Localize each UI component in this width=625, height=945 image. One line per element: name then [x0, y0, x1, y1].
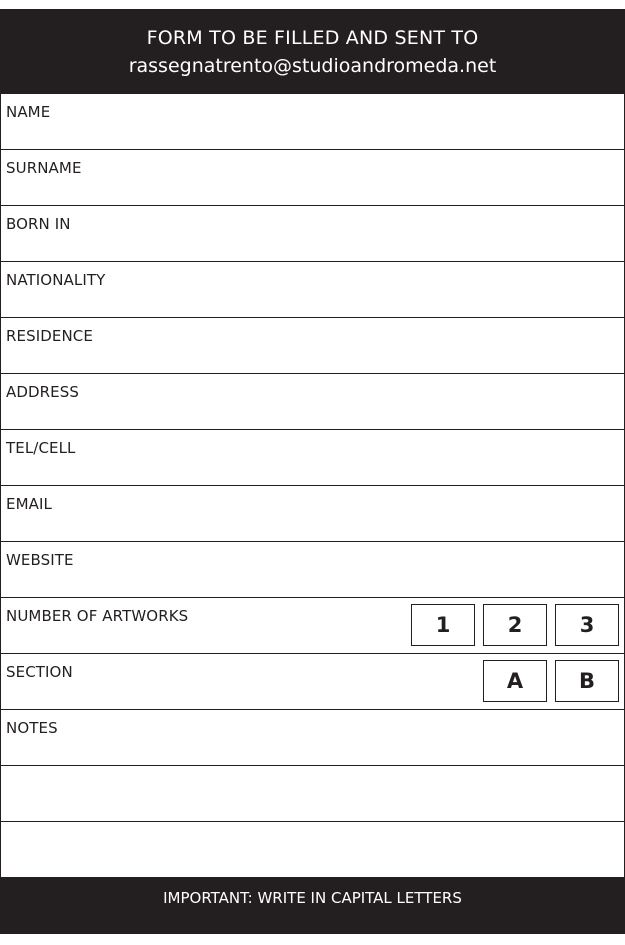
application-form: [0, 9, 625, 934]
tel-cell-row: [1, 430, 624, 486]
form-rows: [0, 94, 625, 878]
footer-notice: IMPORTANT: WRITE IN CAPITAL LETTERS: [0, 878, 625, 934]
notes-field-line-2[interactable]: [6, 780, 619, 804]
section-label: SECTION: [6, 663, 73, 681]
nationality-field[interactable]: [6, 290, 619, 314]
notes-label: NOTES: [6, 719, 58, 737]
section-option-b[interactable]: B: [555, 660, 619, 702]
email-field[interactable]: [6, 514, 619, 538]
artworks-label: NUMBER OF ARTWORKS: [6, 607, 189, 625]
website-field[interactable]: [6, 570, 619, 594]
artworks-option-1[interactable]: 1: [411, 604, 475, 646]
tel-cell-field[interactable]: [6, 458, 619, 482]
section-options: [483, 660, 619, 702]
notes-field-line-3[interactable]: [6, 836, 619, 860]
notes-row: [1, 710, 624, 766]
residence-field[interactable]: [6, 346, 619, 370]
address-label: ADDRESS: [6, 383, 80, 401]
header-instruction: FORM TO BE FILLED AND SENT TO: [146, 26, 479, 49]
nationality-row: [1, 262, 624, 318]
nationality-label: NATIONALITY: [6, 271, 106, 289]
name-row: [1, 94, 624, 150]
email-row: [1, 486, 624, 542]
born-in-label: BORN IN: [6, 215, 71, 233]
website-row: [1, 542, 624, 598]
residence-label: RESIDENCE: [6, 327, 93, 345]
surname-row: [1, 150, 624, 206]
address-row: [1, 374, 624, 430]
form-header: [0, 9, 625, 94]
notes-field-line-1[interactable]: [6, 738, 619, 762]
artworks-options: [411, 604, 619, 646]
website-label: WEBSITE: [6, 551, 74, 569]
header-email: rassegnatrento@studioandromeda.net: [128, 54, 497, 77]
name-field[interactable]: [6, 122, 619, 146]
notes-line-row: [1, 766, 624, 822]
surname-field[interactable]: [6, 178, 619, 202]
residence-row: [1, 318, 624, 374]
born-in-field[interactable]: [6, 234, 619, 258]
email-label: EMAIL: [6, 495, 52, 513]
surname-label: SURNAME: [6, 159, 82, 177]
tel-cell-label: TEL/CELL: [6, 439, 76, 457]
name-label: NAME: [6, 103, 51, 121]
artworks-row: [1, 598, 624, 654]
section-option-a[interactable]: A: [483, 660, 547, 702]
section-row: [1, 654, 624, 710]
address-field[interactable]: [6, 402, 619, 426]
born-in-row: [1, 206, 624, 262]
artworks-option-3[interactable]: 3: [555, 604, 619, 646]
artworks-option-2[interactable]: 2: [483, 604, 547, 646]
notes-line-row: [1, 822, 624, 878]
